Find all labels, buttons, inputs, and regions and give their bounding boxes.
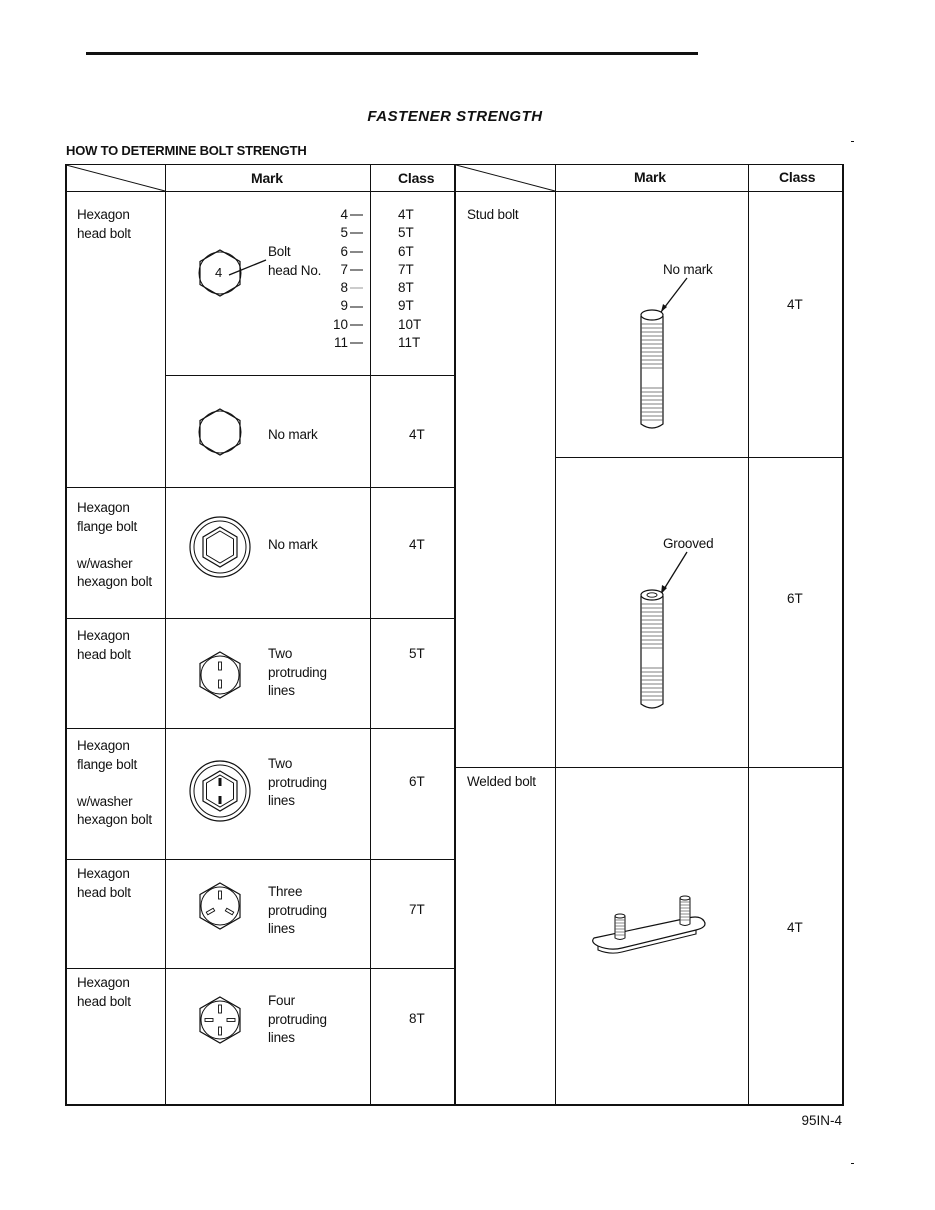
head-number: 10	[332, 316, 348, 332]
bolt-type-line: Hexagon	[77, 866, 130, 881]
header-class-left: Class	[398, 170, 435, 186]
corner-tick	[851, 1163, 854, 1164]
class-value: 4T	[409, 427, 425, 442]
bolt-type-cell	[77, 974, 131, 1011]
top-rule	[86, 52, 698, 55]
bolt-type-line: Hexagon	[77, 975, 130, 990]
bolt-type-cell	[77, 499, 152, 592]
bolt-type-line: flange bolt	[77, 756, 138, 772]
class-value: 6T	[398, 243, 414, 259]
class-value: 11T	[398, 335, 421, 351]
class-value: 5T	[398, 225, 414, 241]
flange-head-plain-icon	[187, 514, 253, 580]
mark-line: protruding	[268, 902, 327, 918]
page-code: 95IN-4	[801, 1113, 842, 1128]
class-value: 7T	[409, 902, 425, 917]
class-value: 5T	[409, 646, 425, 661]
head-number: 5	[340, 225, 348, 241]
mark-line: lines	[268, 793, 295, 808]
bolt-type-line: head bolt	[77, 993, 131, 1009]
class-value: 4T	[409, 537, 425, 552]
head-number-mark: 4	[215, 265, 223, 280]
mark-line: Three	[268, 884, 303, 899]
row-divider	[66, 859, 455, 860]
hexagon-three-lines-icon	[192, 878, 248, 934]
bolt-type-cell	[77, 206, 131, 243]
head-number: 7	[340, 261, 348, 277]
head-number: 11	[333, 335, 348, 351]
bolt-type-line: Hexagon	[77, 738, 130, 753]
bolt-type-line: Hexagon	[77, 500, 130, 515]
mark-description: No mark	[268, 537, 318, 552]
bolt-type-line: Hexagon	[77, 628, 130, 643]
row-divider	[455, 767, 843, 768]
row-divider	[66, 487, 455, 488]
bolt-type-cell	[77, 737, 152, 830]
center-divider	[454, 164, 456, 1105]
mark-description	[268, 883, 327, 939]
mark-line: lines	[268, 921, 295, 936]
bolt-type-line: hexagon bolt	[77, 574, 152, 589]
class-value: 6T	[409, 774, 425, 789]
mark-line: protruding	[268, 774, 327, 790]
mark-description: No mark	[268, 427, 318, 442]
stud-bolt-grooved-icon	[636, 550, 696, 715]
class-value: 4T	[787, 920, 803, 935]
head-number: 9	[340, 298, 348, 314]
bolt-type-line: Hexagon	[77, 207, 130, 222]
class-value: 8T	[409, 1011, 425, 1026]
col-divider	[555, 164, 556, 1105]
bolt-type-line: hexagon bolt	[77, 812, 152, 827]
bolt-type-cell	[77, 627, 131, 664]
head-number: 4	[340, 207, 348, 222]
number-dash-lines	[349, 206, 365, 356]
bolt-type-cell: Stud bolt	[467, 207, 519, 222]
table-border-right	[842, 164, 844, 1106]
header-diagonal	[66, 164, 166, 192]
row-divider	[165, 375, 455, 376]
mark-line: Four	[268, 993, 295, 1008]
row-divider	[66, 968, 455, 969]
class-value: 8T	[398, 280, 414, 296]
hexagon-two-lines-icon	[192, 647, 248, 703]
class-value: 9T	[398, 298, 414, 314]
mark-line: Two	[268, 646, 293, 661]
col-divider	[370, 164, 371, 1105]
header-mark-right: Mark	[634, 169, 666, 185]
bolt-type-cell	[77, 865, 131, 902]
row-divider	[66, 618, 455, 619]
col-divider	[165, 164, 166, 1105]
class-value: 6T	[787, 591, 803, 606]
mark-description: No mark	[663, 262, 713, 277]
col-divider	[748, 164, 749, 1105]
welded-bolt-plate-icon	[588, 890, 718, 960]
mark-description	[268, 992, 327, 1048]
mark-description: Grooved	[663, 536, 714, 551]
callout-line: head No.	[268, 262, 322, 278]
mark-description	[268, 645, 327, 701]
mark-line: protruding	[268, 1011, 327, 1027]
mark-line: lines	[268, 1030, 295, 1045]
bolt-type-cell: Welded bolt	[467, 774, 536, 789]
section-heading: HOW TO DETERMINE BOLT STRENGTH	[66, 143, 307, 158]
bolt-type-line: w/washer	[77, 793, 133, 809]
bolt-type-spacer	[77, 774, 152, 793]
mark-description	[268, 755, 327, 811]
class-list	[398, 206, 426, 352]
bolt-type-spacer	[77, 536, 152, 555]
bolt-type-line: w/washer	[77, 555, 133, 571]
header-diagonal	[456, 164, 556, 192]
bolt-type-line: head bolt	[77, 646, 131, 662]
class-value: 7T	[398, 261, 414, 277]
row-divider	[555, 457, 843, 458]
class-value: 4T	[787, 297, 803, 312]
flange-two-lines-icon	[187, 758, 253, 824]
class-value: 10T	[398, 316, 422, 332]
bolt-type-line: head bolt	[77, 225, 131, 241]
head-number-list	[318, 206, 348, 352]
mark-line: lines	[268, 683, 295, 698]
page-title: FASTENER STRENGTH	[367, 108, 543, 125]
row-divider	[66, 728, 455, 729]
callout-line: Bolt	[268, 244, 291, 259]
callout-label	[268, 243, 321, 280]
header-mark-left: Mark	[251, 170, 283, 186]
corner-tick	[851, 141, 854, 142]
header-class-right: Class	[779, 169, 816, 185]
table-border-left	[65, 164, 67, 1106]
bolt-type-line: flange bolt	[77, 518, 138, 534]
mark-line: protruding	[268, 664, 327, 680]
mark-line: Two	[268, 756, 293, 771]
hexagon-four-lines-icon	[192, 992, 248, 1048]
callout-leader-icon	[228, 258, 268, 278]
head-number: 8	[340, 280, 348, 296]
stud-bolt-no-mark-icon	[636, 276, 696, 436]
class-value: 4T	[398, 207, 414, 222]
head-number: 6	[340, 243, 348, 259]
bolt-type-line: head bolt	[77, 884, 131, 900]
hexagon-head-plain-icon	[190, 402, 250, 462]
